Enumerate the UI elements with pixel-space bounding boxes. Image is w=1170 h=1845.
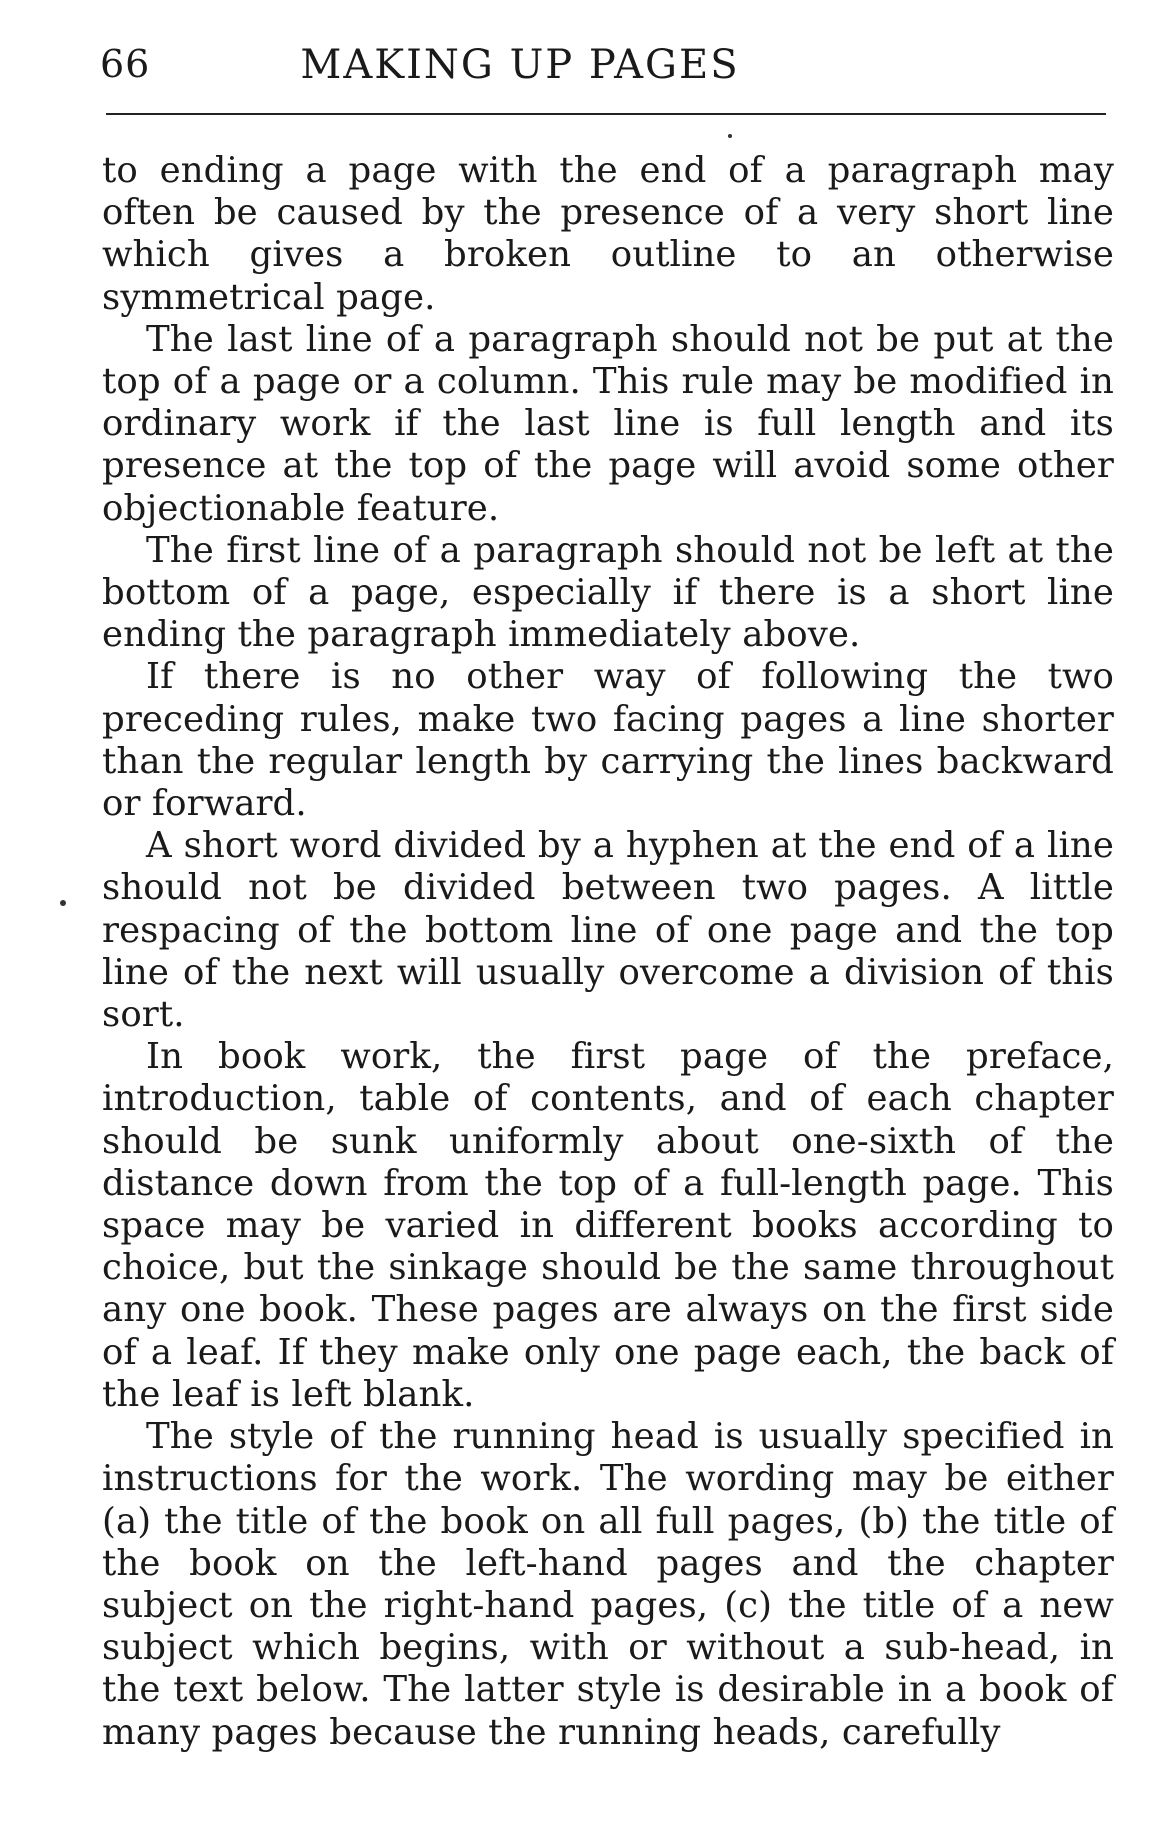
print-speck <box>728 134 732 138</box>
paragraph-book-work-sinkage: In book work, the first page of the preface, introduction, table of contents, and of each chapter should be sunk uniformly about one-sixth of the distance down from the top of a full-length page. This space may be varied in different books according to choice, but the sinkage should be the same throughout any one book. These pages are always on the first side of a leaf. If they make only one page each, the back of the leaf is left blank. <box>102 1036 1114 1415</box>
page-header <box>100 42 1100 102</box>
paragraph-continued: to ending a page with the end of a paragraph may often be caused by the presence of a very short line which gives a broken outline to an otherwise symmetrical page. <box>102 150 1114 318</box>
paragraph-first-line-rule: The first line of a paragraph should not be left at the bottom of a page, especially if there is a short line ending the paragraph immediately above. <box>102 529 1114 656</box>
paragraph-facing-pages: If there is no other way of following the two preceding rules, make two facing pages a line shorter than the regular length by carrying the lines backward or forward. <box>102 656 1114 825</box>
paragraph-running-head-style: The style of the running head is usually specified in instructions for the work. The wording may be either (a) the title of the book on all full pages, (b) the title of the book on the left-hand pages and the chapter subject on the right-hand pages, (c) the title of a new subject which begins, with or without a sub-head, in the text below. The latter style is desirable in a book of many pages because the running heads, carefully <box>102 1416 1114 1753</box>
paragraph-hyphen-division: A short word divided by a hyphen at the end of a line should not be divided between two pages. A little respacing of the bottom line of one page and the top line of the next will usually overcome a division of this sort. <box>102 825 1114 1036</box>
running-head: MAKING UP PAGES <box>300 42 740 88</box>
body-text <box>102 150 1114 1754</box>
paragraph-last-line-rule: The last line of a paragraph should not be put at the top of a page or a column. This rule may be modified in ordinary work if the last line is full length and its presence at the top of the page will avoid some other objectionable feature. <box>102 318 1114 529</box>
margin-speck <box>60 900 66 906</box>
header-rule <box>106 113 1106 115</box>
page-number: 66 <box>100 42 151 86</box>
